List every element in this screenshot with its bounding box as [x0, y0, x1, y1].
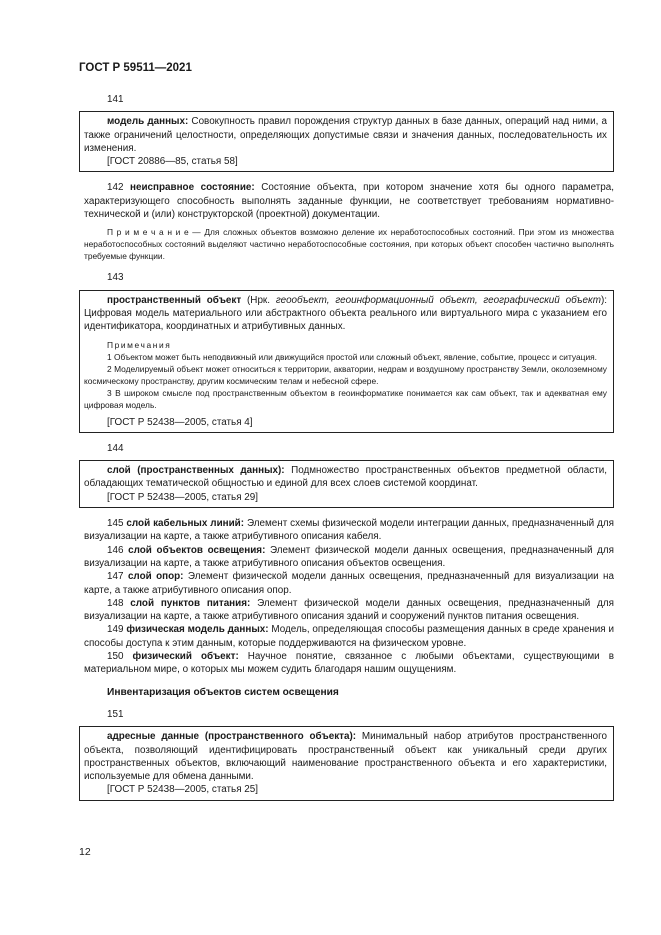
term-title: пространственный объект: [107, 294, 242, 306]
note-142: [84, 226, 614, 262]
term-entry-142: 142 неисправное состояние: Состояние объекта, при котором значение хотя бы одного параметра, характеризующего способность выполнять заданные функции, не соответствует требованиям нормативно-технической и (или) конструкторской (проектной) документации.: [84, 182, 614, 221]
document-body: [84, 93, 614, 801]
term-number-141: 141: [107, 94, 124, 105]
page-header-standard: ГОСТ Р 59511—2021: [79, 62, 192, 74]
term-definition: Элемент схемы физической модели интеграции данных, предназначенный для визуализации на карте, а также атрибутивного описания кабеля.: [84, 518, 614, 543]
term-title: физическая модель данных:: [126, 624, 269, 636]
term-entry-145: 145 слой кабельных линий: Элемент схемы физической модели интеграции данных, предназначенный для визуализации на карте, а также атрибутивного описания кабеля.: [84, 518, 614, 543]
term-reference: [ГОСТ Р 52438—2005, статья 29]: [107, 491, 259, 503]
term-entry-148: 148 слой пунктов питания: Элемент физической модели данных освещения, предназначенный для визуализации на карте, а также атрибутивного описания зданий и сооружений пунктов питания освещения.: [84, 597, 614, 623]
page-number: 12: [79, 846, 91, 858]
note-143-1: 1 Объектом может быть неподвижный или движущийся простой или сложный объект, явление, событие, процесс и ситуация.: [107, 351, 597, 362]
term-entry-149: 149 физическая модель данных: Модель, определяющая способы размещения данных в среде хранения и способы доступа к этим данным, которые поддерживаются на физическом уровне.: [84, 624, 614, 649]
term-definition: Элемент физической модели данных освещения, предназначенный для визуализации на карте, а также атрибутивного описания опор.: [84, 571, 614, 596]
term-title: слой кабельных линий:: [126, 518, 245, 530]
term-title: слой пунктов питания:: [130, 597, 251, 609]
term-definition: Подмножество пространственных объектов предметной области, обладающих тематической общностью и единой для всех слоев системой координат.: [84, 465, 607, 490]
term-definition: Состояние объекта, при котором значение хотя бы одного параметра, характеризующего способность выполнять заданные функции, не соответствует требованиям нормативно-технической и (или) конструкторской (проектной) документации.: [84, 182, 614, 221]
term-title: слой объектов освещения:: [128, 544, 266, 556]
note-143-3: 3 В широком смысле под пространственным объектом в геоинформатике понимается как сам объект, так и адекватная ему цифровая модель.: [84, 387, 607, 410]
term-entry-150: 150 физический объект: Научное понятие, связанное с любыми объектами, существующими в материальном мире, о которых мы можем судить благодаря нашим ощущениям.: [84, 651, 614, 676]
term-entry-146: 146 слой объектов освещения: Элемент физической модели данных освещения, предназначенный для визуализации на карте, а также атрибутивного описания объектов освещения.: [84, 544, 615, 569]
term-box-144: [79, 460, 614, 508]
term-title: неисправное состояние:: [130, 182, 255, 194]
term-entry-147: 147 слой опор: Элемент физической модели данных освещения, предназначенный для визуализации на карте, а также атрибутивного описания опор.: [84, 571, 614, 596]
term-definition: Совокупность правил порождения структур данных в базе данных, операций над ними, а также ограничений целостности, определяющих допустимые связи и значения данных, последовательность их изменения.: [84, 116, 608, 154]
term-title: физический объект:: [132, 651, 239, 663]
term-reference: [ГОСТ 20886—85, статья 58]: [107, 156, 238, 168]
term-title: слой (пространственных данных):: [107, 465, 285, 477]
term-title: модель данных:: [107, 116, 189, 128]
term-reference: [ГОСТ Р 52438—2005, статья 4]: [107, 416, 253, 428]
term-definition: Минимальный набор атрибутов пространственного объекта, позволяющий идентифицировать пространственный объект как уникальный среди других пространственных объектов, включающий наименование пространственного объекта и его характеристики, используемые для обмена данными.: [84, 731, 607, 783]
term-definition: Цифровая модель материального или абстрактного объекта реального или виртуального мира с указанием его идентификатора, координатных и атрибутивных данных.: [84, 307, 607, 333]
term-definition: Научное понятие, связанное с любыми объектами, существующими в материальном мире, о которых мы можем судить благодаря нашим ощущениям.: [84, 651, 614, 676]
note-text: — Для сложных объектов возможно деление их неработоспособных состояний. При этом из множества неработоспособных состояний выделяют частично неработоспособные состояния, при которых объект способен частично выполнять требуемые функции.: [84, 227, 614, 262]
note-143-2: 2 Моделируемый объект может относиться к территории, акватории, недрам и воздушному пространству Земли, околоземному космическому пространству, другим космическим телам и небесной сфере.: [84, 363, 607, 386]
term-number-144: 144: [107, 442, 124, 454]
term-synonyms: геообъект, геоинформационный объект, географический объект: [275, 294, 601, 306]
term-definition: Модель, определяющая способы размещения данных в среде хранения и способы доступа к этим данным, которые поддерживаются на физическом уровне.: [84, 624, 614, 649]
notes-heading: Примечания: [107, 339, 172, 350]
term-number-143: 143: [107, 272, 124, 284]
term-number-151: 151: [107, 708, 124, 720]
section-title: Инвентаризация объектов систем освещения: [107, 686, 339, 698]
term-title: адресные данные (пространственного объекта):: [107, 731, 357, 743]
term-title: слой опор:: [127, 571, 184, 583]
term-box-143: пространственный объект (Нрк. геообъект, геоинформационный объект, географический объект): Цифровая модель материального или абстрактного объекта реального или виртуального мира с указанием его идентификатора, координатных и атрибутивных данных. Примечания 1 Объектом может быть неподвижный или движущийся простой или сложный объект, явление, событие, процесс и ситуация. 2 Моделируемый объект может относиться к территории, акватории, недрам и воздушному пространству Земли, околоземному космическому пространству, другим космическим телам и небесной сфере. 3 В широком смысле под пространственным объектом в геоинформатике понимается как сам объект, так и адекватная ему цифровая модель. [ГОСТ Р 52438—2005, статья 4]: [79, 290, 614, 433]
term-definition: Элемент физической модели данных освещения, предназначенный для визуализации на карте, а также атрибутивного описания объектов освещения.: [84, 544, 615, 569]
term-box-141: [79, 111, 614, 172]
term-definition: Элемент физической модели данных освещения, предназначенный для визуализации на карте, а также атрибутивного описания зданий и сооружений пунктов питания освещения.: [84, 597, 614, 623]
term-box-151: [79, 726, 614, 800]
note-label: П р и м е ч а н и е: [107, 227, 189, 238]
term-reference: [ГОСТ Р 52438—2005, статья 25]: [107, 784, 259, 796]
